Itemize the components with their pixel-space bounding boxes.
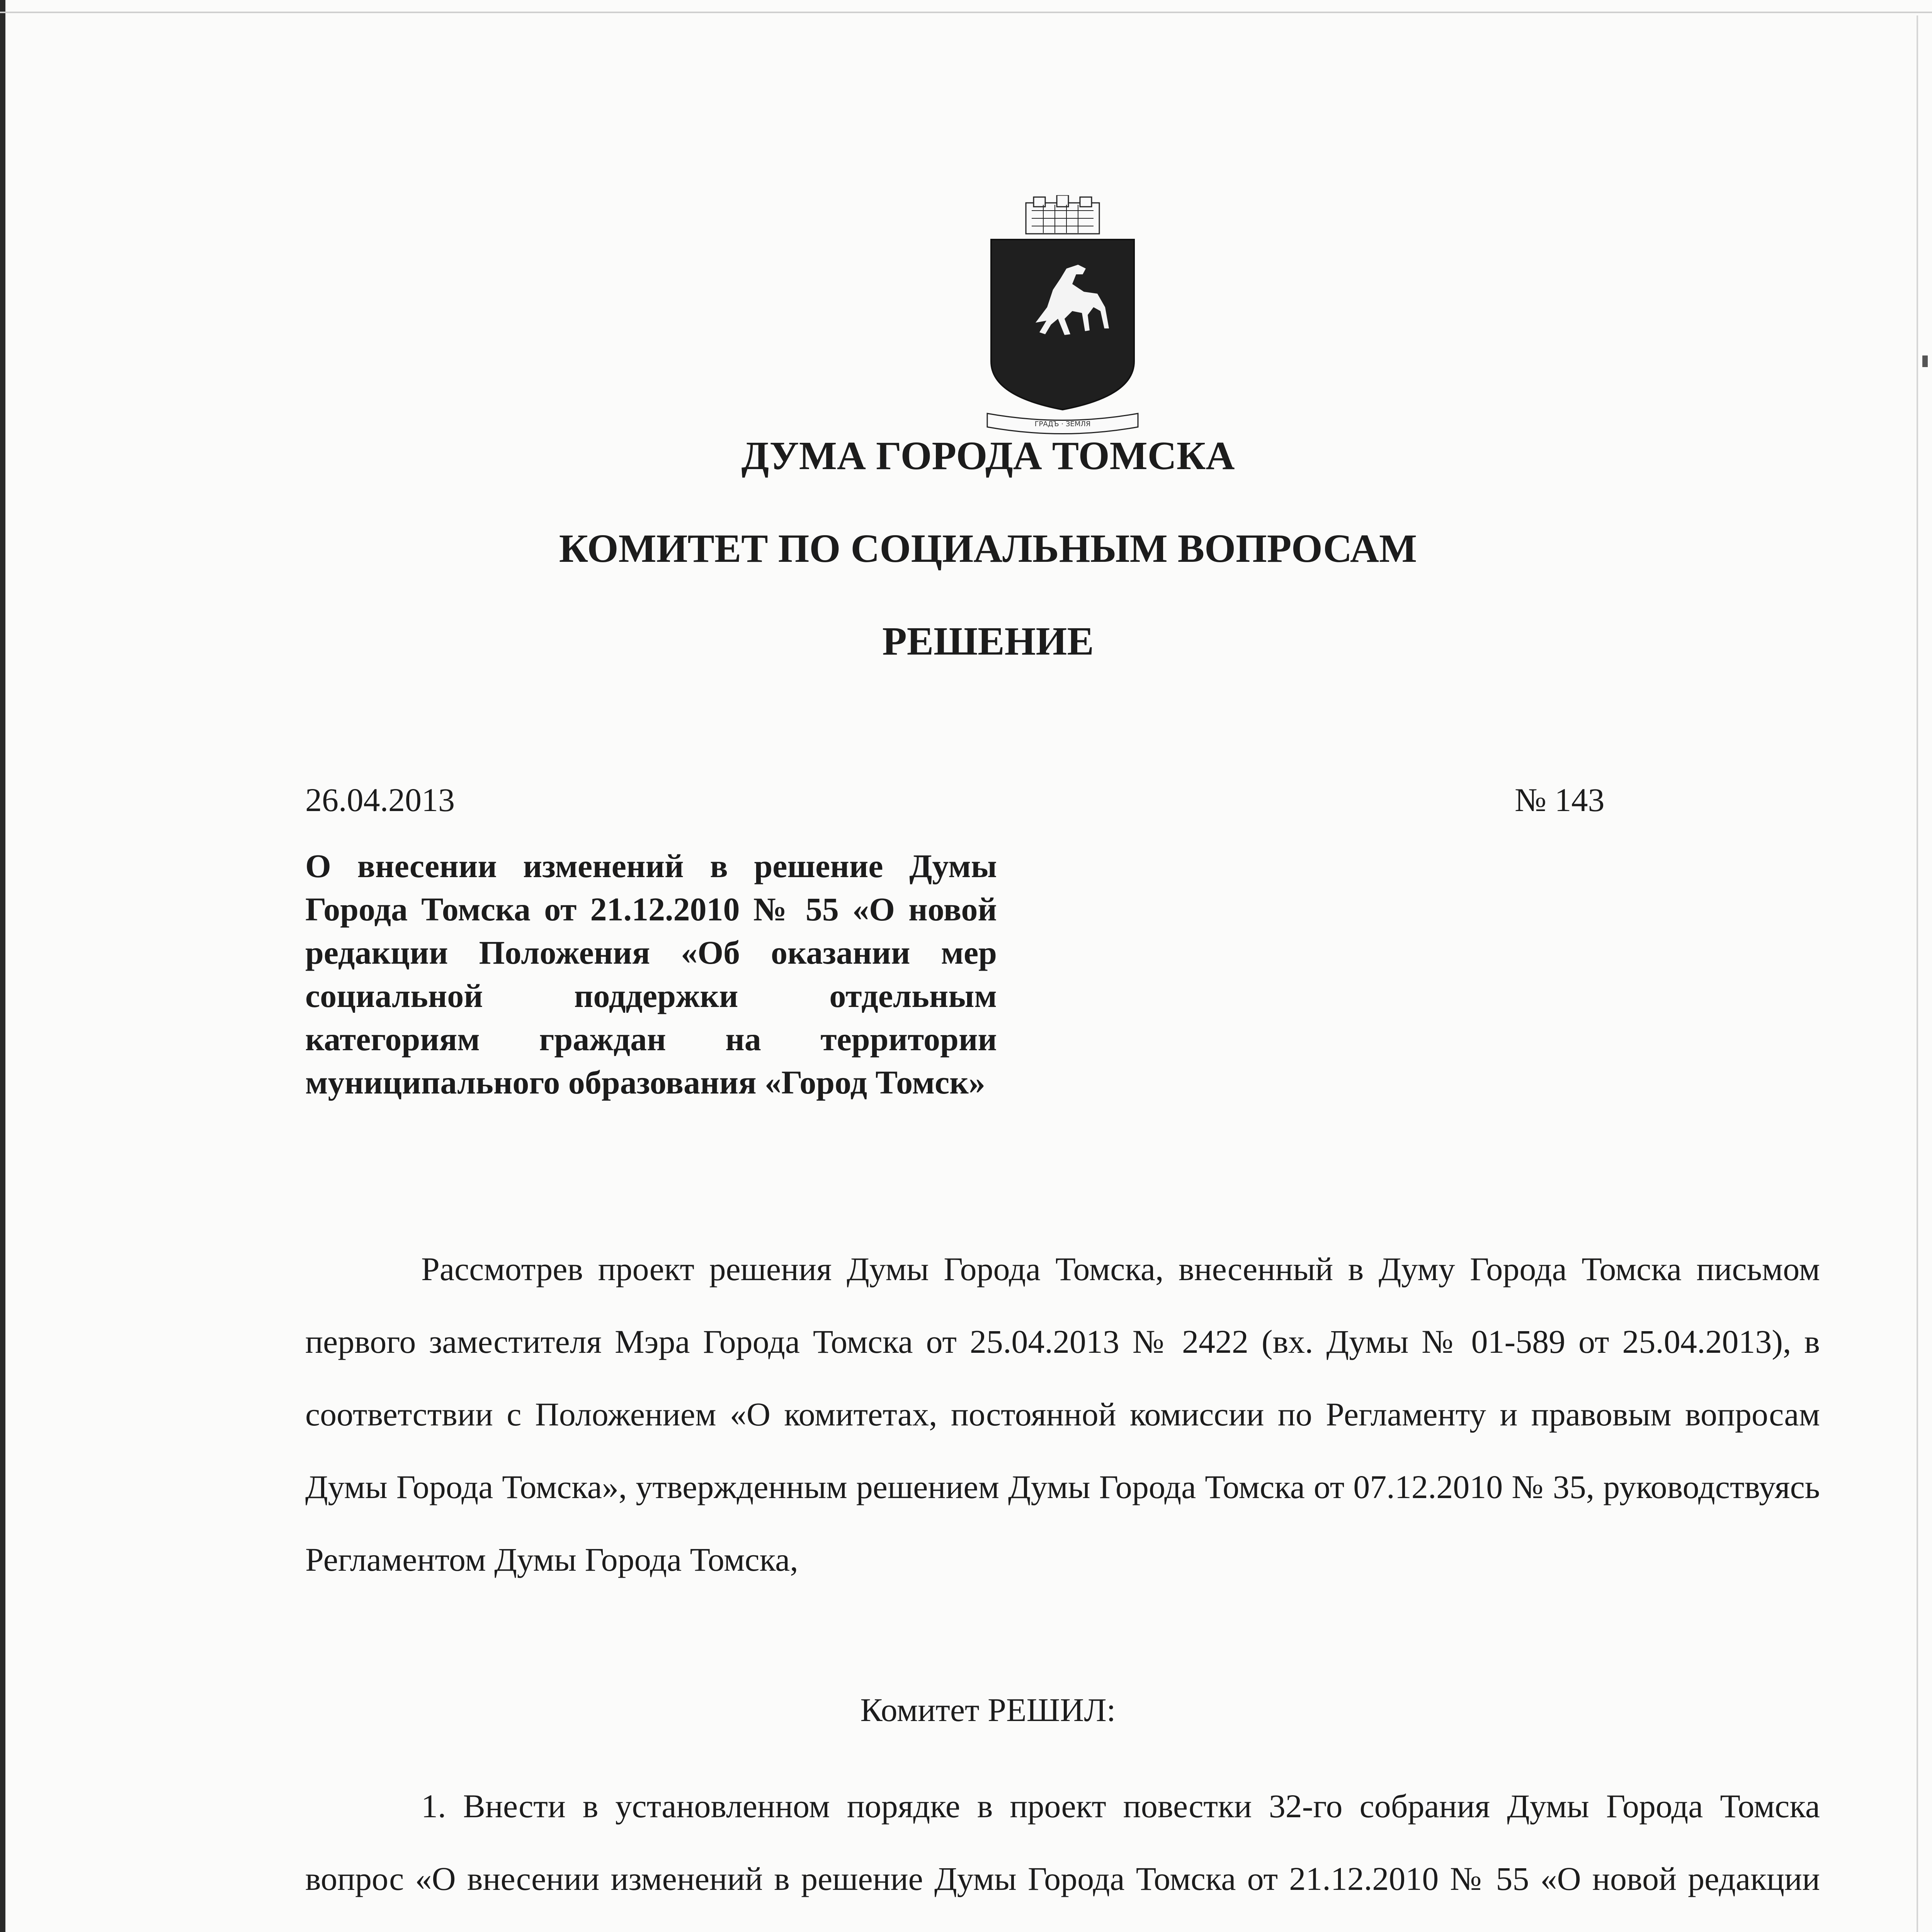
tomsk-coat-of-arms-icon [981,195,1144,442]
document-number: № 143 [1515,781,1605,818]
resolved-heading: Комитет РЕШИЛ: [860,1691,1116,1728]
document-date: 26.04.2013 [305,781,455,818]
scan-edge-right [1917,15,1918,1932]
committee-name: КОМИТЕТ ПО СОЦИАЛЬНЫМ ВОПРОСАМ [559,526,1417,571]
document-title: О внесении изменений в решение Думы Города Томска от 21.12.2010 № 55 «О новой редакции Положения «Об оказании мер социальной поддержки отдельным категориям граждан на территории муниципального образования «Город Томск» [305,847,997,1101]
scan-edge-left [0,0,5,1932]
emblem-motto: ГРАДЪ · ЗЕМЛЯ [1034,420,1091,428]
resolution-item-1: 1. Внести в установленном порядке в проект повестки 32-го собрания Думы Города Томска вопрос «О внесении изменений в решение Думы Города Томска от 21.12.2010 № 55 «О новой редакции [305,1787,1820,1897]
scan-mark [1922,355,1928,367]
org-name: ДУМА ГОРОДА ТОМСКА [741,434,1235,478]
intro-paragraph: Рассмотрев проект решения Думы Города Томска, внесенный в Думу Города Томска письмом первого заместителя Мэра Города Томска от 25.04.2013 № 2422 (вх. Думы № 01-589 от 25.04.2013), в соответствии с Положением «О комитетах, постоянной комиссии по Регламенту и правовым вопросам Думы Города Томска», утвержденным решением Думы Города Томска от 07.12.2010 № 35, руководствуясь Регламентом Думы Города Томска, [305,1250,1820,1578]
document-type: РЕШЕНИЕ [882,619,1094,663]
scan-edge-top [0,12,1932,13]
